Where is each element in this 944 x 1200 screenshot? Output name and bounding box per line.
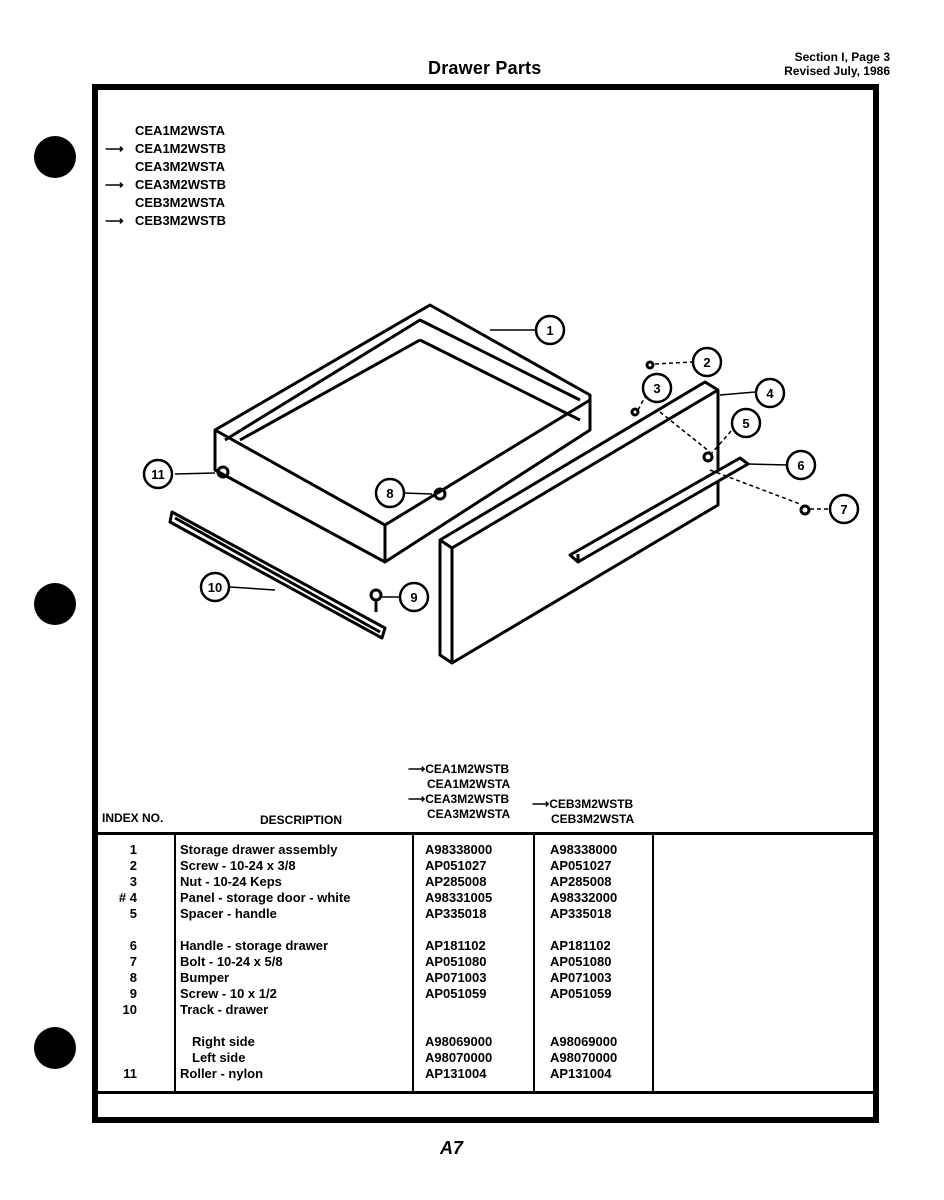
model-label: CEA3M2WSTB bbox=[135, 177, 227, 192]
row-part-b: A98332000 bbox=[550, 890, 618, 905]
callout-11 bbox=[144, 460, 172, 488]
row-description: Storage drawer assembly bbox=[180, 842, 338, 857]
model-item bbox=[105, 176, 226, 194]
revised-date: Revised July, 1986 bbox=[784, 64, 890, 78]
column-a-model: CEA1M2WSTA bbox=[427, 777, 511, 791]
table-footer-rule bbox=[98, 1091, 873, 1094]
row-description: Spacer - handle bbox=[180, 906, 277, 921]
callout-6 bbox=[787, 451, 815, 479]
arrow-right-icon: ⟶ bbox=[532, 797, 550, 811]
callout-2-label: 2 bbox=[703, 355, 711, 370]
binder-hole-bottom bbox=[34, 1027, 76, 1069]
row-part-a: AP051080 bbox=[425, 954, 487, 969]
row-index: 5 bbox=[129, 906, 137, 921]
arrow-right-icon: ⟶ bbox=[105, 213, 124, 228]
callout-4-label: 4 bbox=[766, 386, 774, 401]
row-description: Right side bbox=[192, 1034, 255, 1049]
column-b-model: CEB3M2WSTA bbox=[551, 812, 635, 826]
model-item bbox=[105, 122, 226, 140]
row-part-b: AP051080 bbox=[550, 954, 612, 969]
row-index: 11 bbox=[123, 1066, 137, 1081]
row-index: 7 bbox=[129, 954, 137, 969]
model-label: CEA1M2WSTB bbox=[135, 141, 227, 156]
row-part-b: AP071003 bbox=[550, 970, 612, 985]
row-index: # 4 bbox=[118, 890, 137, 905]
row-description: Panel - storage door - white bbox=[180, 890, 351, 905]
callout-7 bbox=[830, 495, 858, 523]
callout-8 bbox=[376, 479, 404, 507]
row-index: 8 bbox=[129, 970, 137, 985]
row-index: 10 bbox=[122, 1002, 137, 1017]
row-description: Track - drawer bbox=[180, 1002, 269, 1017]
page-title: Drawer Parts bbox=[428, 58, 542, 78]
model-item bbox=[105, 194, 226, 212]
arrow-right-icon: ⟶ bbox=[408, 792, 426, 806]
row-description: Screw - 10 x 1/2 bbox=[180, 986, 277, 1001]
table-column-rule bbox=[652, 833, 654, 1092]
callout-7-label: 7 bbox=[840, 502, 848, 517]
callout-8-label: 8 bbox=[386, 486, 394, 501]
column-header-index: INDEX NO. bbox=[102, 811, 164, 825]
page-number: A7 bbox=[440, 1138, 464, 1158]
callout-4 bbox=[756, 379, 784, 407]
callout-3 bbox=[643, 374, 671, 402]
column-a-model: CEA3M2WSTA bbox=[427, 807, 511, 821]
row-description: Bumper bbox=[180, 970, 230, 985]
row-part-b: A98069000 bbox=[550, 1034, 618, 1049]
model-item bbox=[105, 158, 226, 176]
row-index: 6 bbox=[129, 938, 137, 953]
callout-3-label: 3 bbox=[653, 381, 661, 396]
callout-5-label: 5 bbox=[742, 416, 750, 431]
row-description: Screw - 10-24 x 3/8 bbox=[180, 858, 296, 873]
row-part-a: A98338000 bbox=[425, 842, 493, 857]
row-index: 1 bbox=[129, 842, 137, 857]
arrow-right-icon: ⟶ bbox=[105, 177, 124, 192]
row-part-b: AP051059 bbox=[550, 986, 612, 1001]
row-part-b: AP335018 bbox=[550, 906, 612, 921]
callout-1 bbox=[536, 316, 564, 344]
model-item bbox=[105, 212, 226, 230]
row-part-a: AP051059 bbox=[425, 986, 487, 1001]
row-part-a: AP181102 bbox=[425, 938, 486, 953]
arrow-right-icon: ⟶ bbox=[105, 141, 124, 156]
row-part-b: AP131004 bbox=[550, 1066, 612, 1081]
screw-part bbox=[647, 362, 653, 368]
table-header-rule bbox=[98, 832, 873, 835]
column-b-model: ⟶CEB3M2WSTB bbox=[532, 797, 634, 811]
row-part-a: AP335018 bbox=[425, 906, 487, 921]
row-description: Bolt - 10-24 x 5/8 bbox=[180, 954, 283, 969]
binder-hole-top bbox=[34, 136, 76, 178]
section-info bbox=[758, 50, 890, 78]
section-label: Section I, Page 3 bbox=[794, 50, 890, 64]
table-column-rule bbox=[174, 833, 176, 1092]
bolt-part bbox=[801, 506, 809, 514]
callout-10-label: 10 bbox=[207, 580, 223, 595]
track-screw-part bbox=[371, 590, 381, 612]
row-part-a: AP051027 bbox=[425, 858, 487, 873]
row-part-a: A98069000 bbox=[425, 1034, 493, 1049]
callout-5 bbox=[732, 409, 760, 437]
column-header-a bbox=[408, 762, 538, 822]
exploded-parts-diagram bbox=[100, 290, 860, 680]
model-label: CEB3M2WSTA bbox=[135, 195, 226, 210]
row-description: Left side bbox=[192, 1050, 246, 1065]
nut-part bbox=[632, 409, 638, 415]
row-part-a: A98331005 bbox=[425, 890, 493, 905]
model-label: CEA3M2WSTA bbox=[135, 159, 226, 174]
model-list bbox=[105, 122, 226, 230]
row-part-b: A98338000 bbox=[550, 842, 618, 857]
callout-9-label: 9 bbox=[410, 590, 418, 605]
model-label: CEA1M2WSTA bbox=[135, 123, 226, 138]
callout-2 bbox=[693, 348, 721, 376]
row-description: Roller - nylon bbox=[180, 1066, 264, 1081]
column-header-b bbox=[532, 797, 662, 827]
row-part-b: AP181102 bbox=[550, 938, 611, 953]
row-part-a: AP131004 bbox=[425, 1066, 487, 1081]
callout-6-label: 6 bbox=[797, 458, 805, 473]
table-column-rule bbox=[533, 833, 535, 1092]
row-part-b: AP051027 bbox=[550, 858, 612, 873]
row-description: Handle - storage drawer bbox=[180, 938, 329, 953]
row-part-a: AP071003 bbox=[425, 970, 487, 985]
model-label: CEB3M2WSTB bbox=[135, 213, 227, 228]
column-a-model: ⟶CEA1M2WSTB bbox=[408, 762, 510, 776]
callout-9 bbox=[400, 583, 428, 611]
row-index: 9 bbox=[129, 986, 137, 1001]
row-part-a: A98070000 bbox=[425, 1050, 493, 1065]
column-a-model: ⟶CEA3M2WSTB bbox=[408, 792, 510, 806]
row-part-b: A98070000 bbox=[550, 1050, 618, 1065]
column-header-description: DESCRIPTION bbox=[260, 813, 343, 827]
binder-hole-middle bbox=[34, 583, 76, 625]
callout-11-label: 11 bbox=[151, 467, 165, 482]
row-description: Nut - 10-24 Keps bbox=[180, 874, 282, 889]
callout-1-label: 1 bbox=[546, 323, 554, 338]
row-part-a: AP285008 bbox=[425, 874, 487, 889]
table-column-rule bbox=[412, 833, 414, 1092]
row-index: 2 bbox=[129, 858, 137, 873]
row-index: 3 bbox=[129, 874, 137, 889]
model-item bbox=[105, 140, 226, 158]
callout-10 bbox=[201, 573, 229, 601]
row-part-b: AP285008 bbox=[550, 874, 612, 889]
arrow-right-icon: ⟶ bbox=[408, 762, 426, 776]
